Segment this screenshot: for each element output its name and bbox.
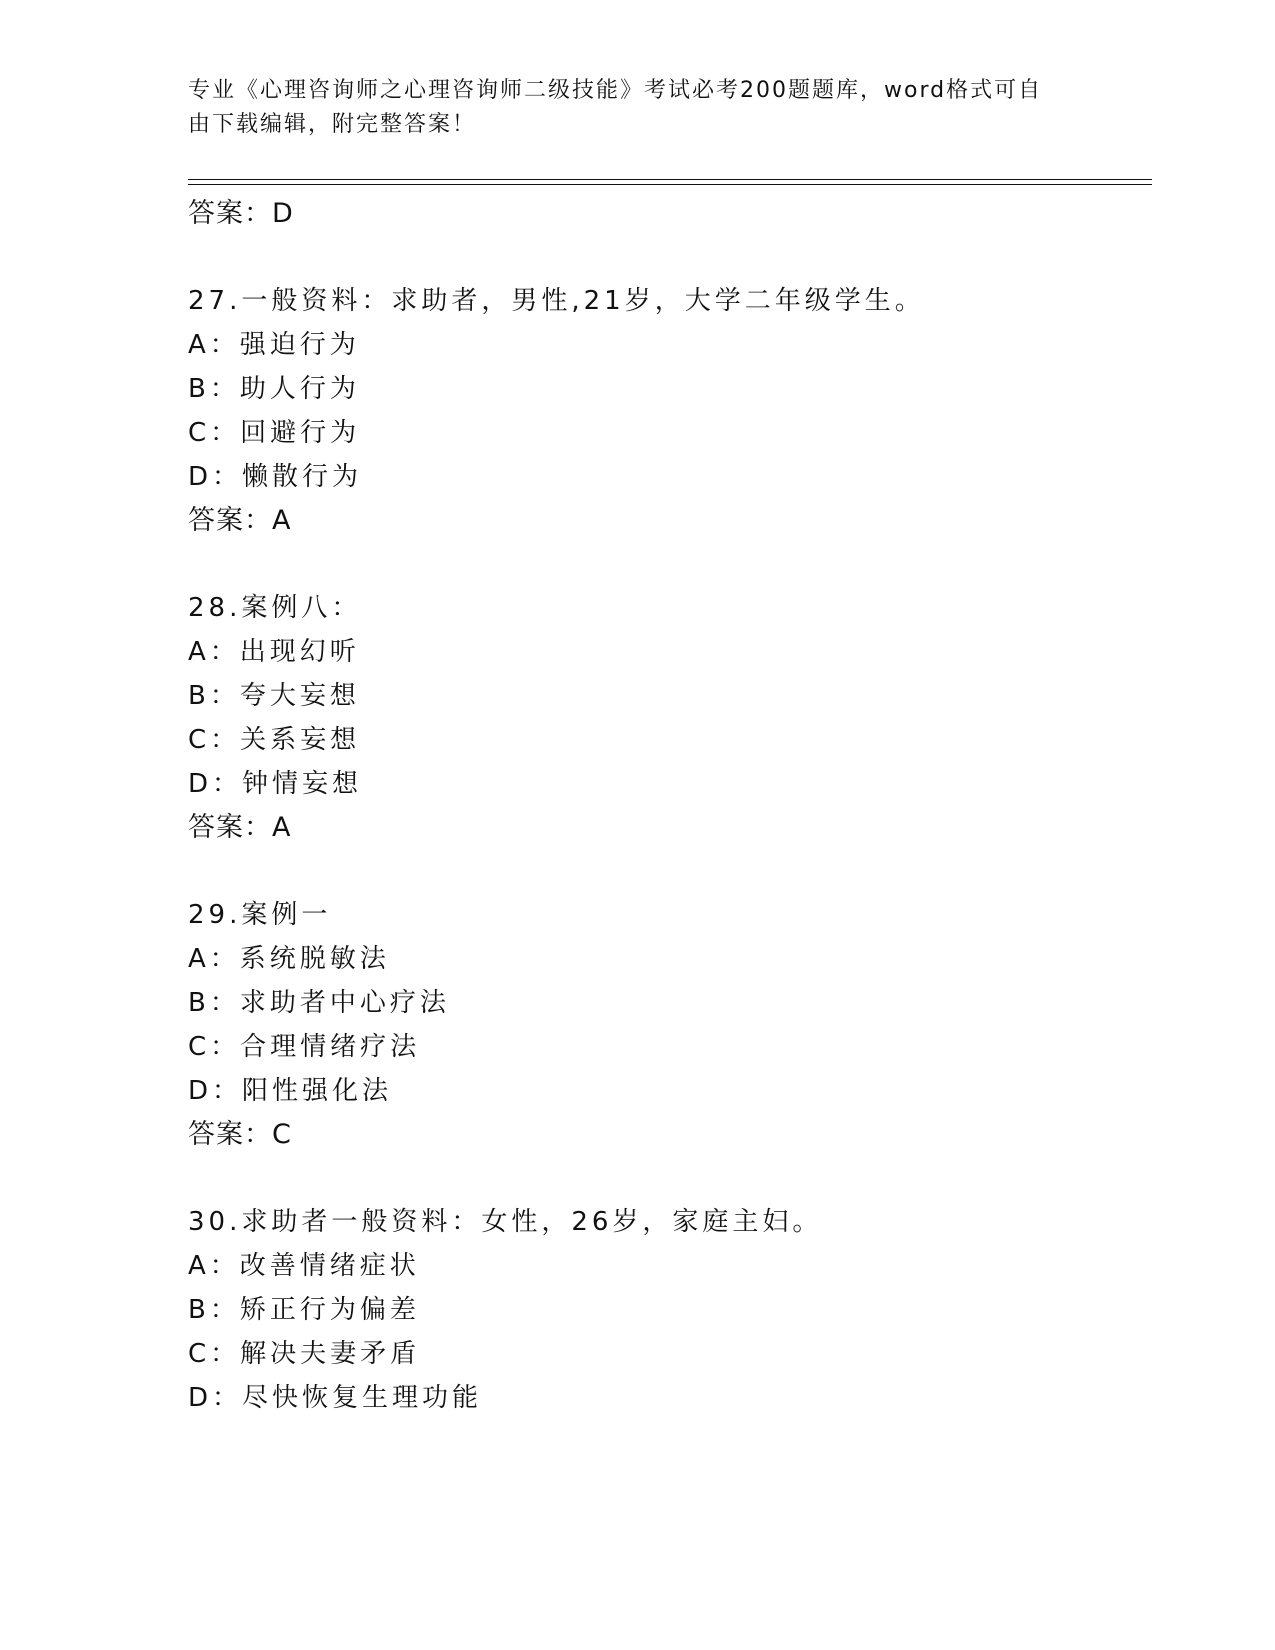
- option-c: C：合理情绪疗法: [188, 1032, 421, 1062]
- option-b: B：夸大妄想: [188, 681, 360, 711]
- option-a: A：出现幻听: [188, 637, 360, 667]
- header-divider-top: [188, 179, 1152, 180]
- option-a: A：系统脱敏法: [188, 944, 390, 974]
- answer-line: 答案：A: [188, 812, 292, 843]
- answer-line: 答案：A: [188, 505, 292, 536]
- answer-line: 答案：C: [188, 1119, 292, 1150]
- option-d: D：阳性强化法: [188, 1076, 393, 1106]
- option-a: A：改善情绪症状: [188, 1251, 420, 1281]
- header-line-2: 由下载编辑，附完整答案！: [188, 112, 477, 137]
- option-d: D：钟情妄想: [188, 769, 363, 799]
- option-d: D：懒散行为: [188, 462, 363, 492]
- question-stem: 30.求助者一般资料：女性，26岁，家庭主妇。: [188, 1207, 823, 1237]
- option-c: C：回避行为: [188, 418, 361, 448]
- question-stem: 27.一般资料：求助者，男性,21岁，大学二年级学生。: [188, 286, 925, 316]
- option-b: B：矫正行为偏差: [188, 1295, 420, 1325]
- document-header: [188, 74, 1068, 142]
- option-c: C：解决夫妻矛盾: [188, 1339, 421, 1369]
- header-line-1: 专业《心理咨询师之心理咨询师二级技能》考试必考200题题库，word格式可自: [188, 78, 1043, 103]
- option-d: D：尽快恢复生理功能: [188, 1383, 483, 1413]
- answer-line: 答案：D: [188, 198, 294, 229]
- option-b: B：助人行为: [188, 374, 360, 404]
- option-c: C：关系妄想: [188, 725, 361, 755]
- option-b: B：求助者中心疗法: [188, 988, 450, 1018]
- question-stem: 29.案例一: [188, 900, 332, 930]
- option-a: A：强迫行为: [188, 330, 360, 360]
- header-divider-bottom: [188, 184, 1152, 185]
- question-stem: 28.案例八：: [188, 593, 362, 623]
